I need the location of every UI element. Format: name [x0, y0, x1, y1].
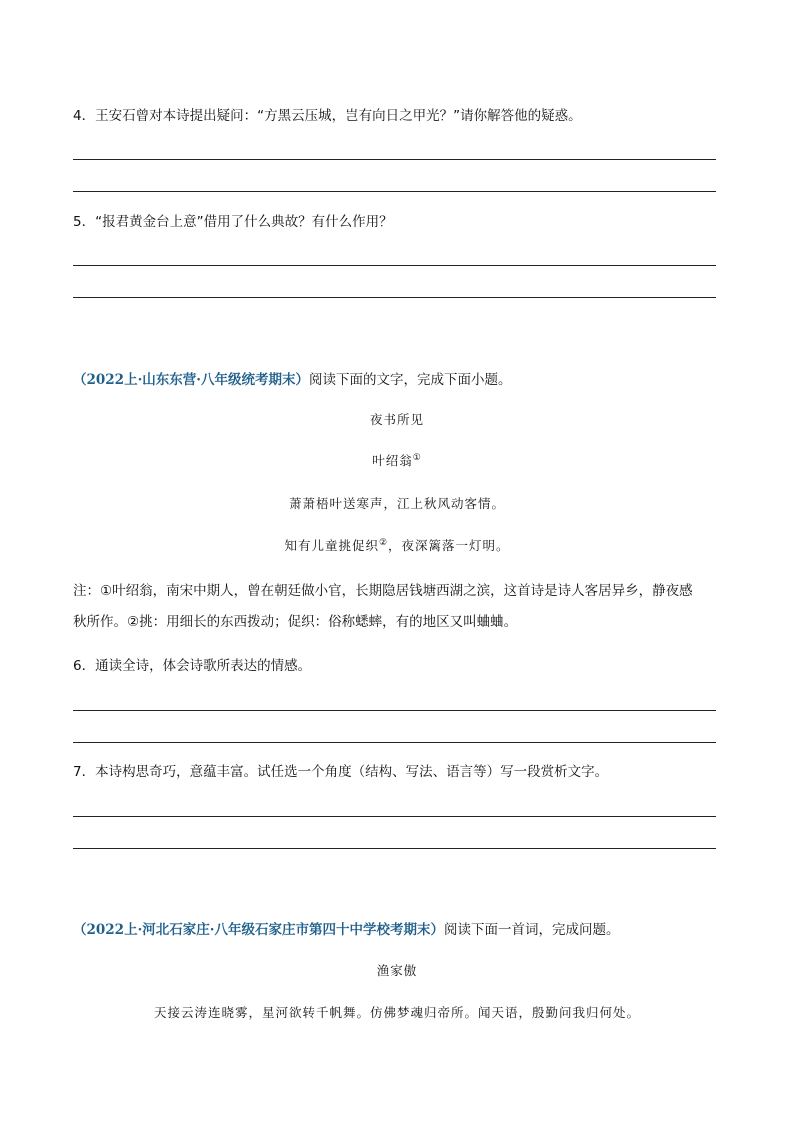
note-line: 秋所作。②挑：用细长的东西拨动；促织：俗称蟋蟀，有的地区又叫蛐蛐。 [73, 614, 518, 630]
answer-line[interactable] [73, 297, 716, 298]
answer-line[interactable] [73, 265, 716, 266]
answer-line[interactable] [73, 742, 716, 743]
answer-line[interactable] [73, 191, 716, 192]
source-tag: （2022上·河北石家庄·八年级石家庄市第四十中学校考期末） [73, 922, 444, 938]
poem-line-part: ，夜深篱落一灯明。 [388, 538, 510, 553]
poem-line: 天接云涛连晓雾，星河欲转千帆舞。仿佛梦魂归帝所。闻天语，殷勤问我归何处。 [153, 1005, 640, 1020]
source-tag: （2022上·山东东营·八年级统考期末） [73, 372, 309, 388]
instruction: 阅读下面一首词，完成问题。 [443, 922, 620, 938]
poem-title: 渔家傲 [376, 963, 418, 978]
poem-line-part: 知有儿童挑促织 [284, 538, 379, 553]
author-name: 叶绍翁 [372, 453, 413, 468]
question-7: 7．本诗构思奇巧，意蕴丰富。试任选一个角度（结构、写法、语言等）写一段赏析文字。 [73, 764, 609, 780]
poem-title: 夜书所见 [369, 412, 424, 427]
footnote-mark: ① [412, 452, 422, 463]
answer-line[interactable] [73, 710, 716, 711]
note-line: 注：①叶绍翁，南宋中期人，曾在朝廷做小官，长期隐居钱塘西湖之滨，这首诗是诗人客居异乡，静夜感 [73, 583, 693, 599]
instruction: 阅读下面的文字，完成下面小题。 [308, 372, 512, 388]
section-header [73, 368, 511, 388]
question-5: 5．“报君黄金台上意”借用了什么典故？有什么作用？ [73, 214, 393, 230]
poem-line: 萧萧梧叶送寒声，江上秋风动客情。 [288, 496, 505, 511]
section-header [73, 918, 619, 938]
poem-line [0, 536, 794, 554]
footnote-mark: ② [378, 537, 389, 548]
question-6: 6．通读全诗，体会诗歌所表达的情感。 [73, 658, 312, 674]
answer-line[interactable] [73, 159, 716, 160]
answer-line[interactable] [73, 848, 716, 849]
poem-author [0, 451, 794, 469]
answer-line[interactable] [73, 816, 716, 817]
question-4: 4．王安石曾对本诗提出疑问：“方黑云压城，岂有向日之甲光？”请你解答他的疑惑。 [73, 108, 582, 124]
